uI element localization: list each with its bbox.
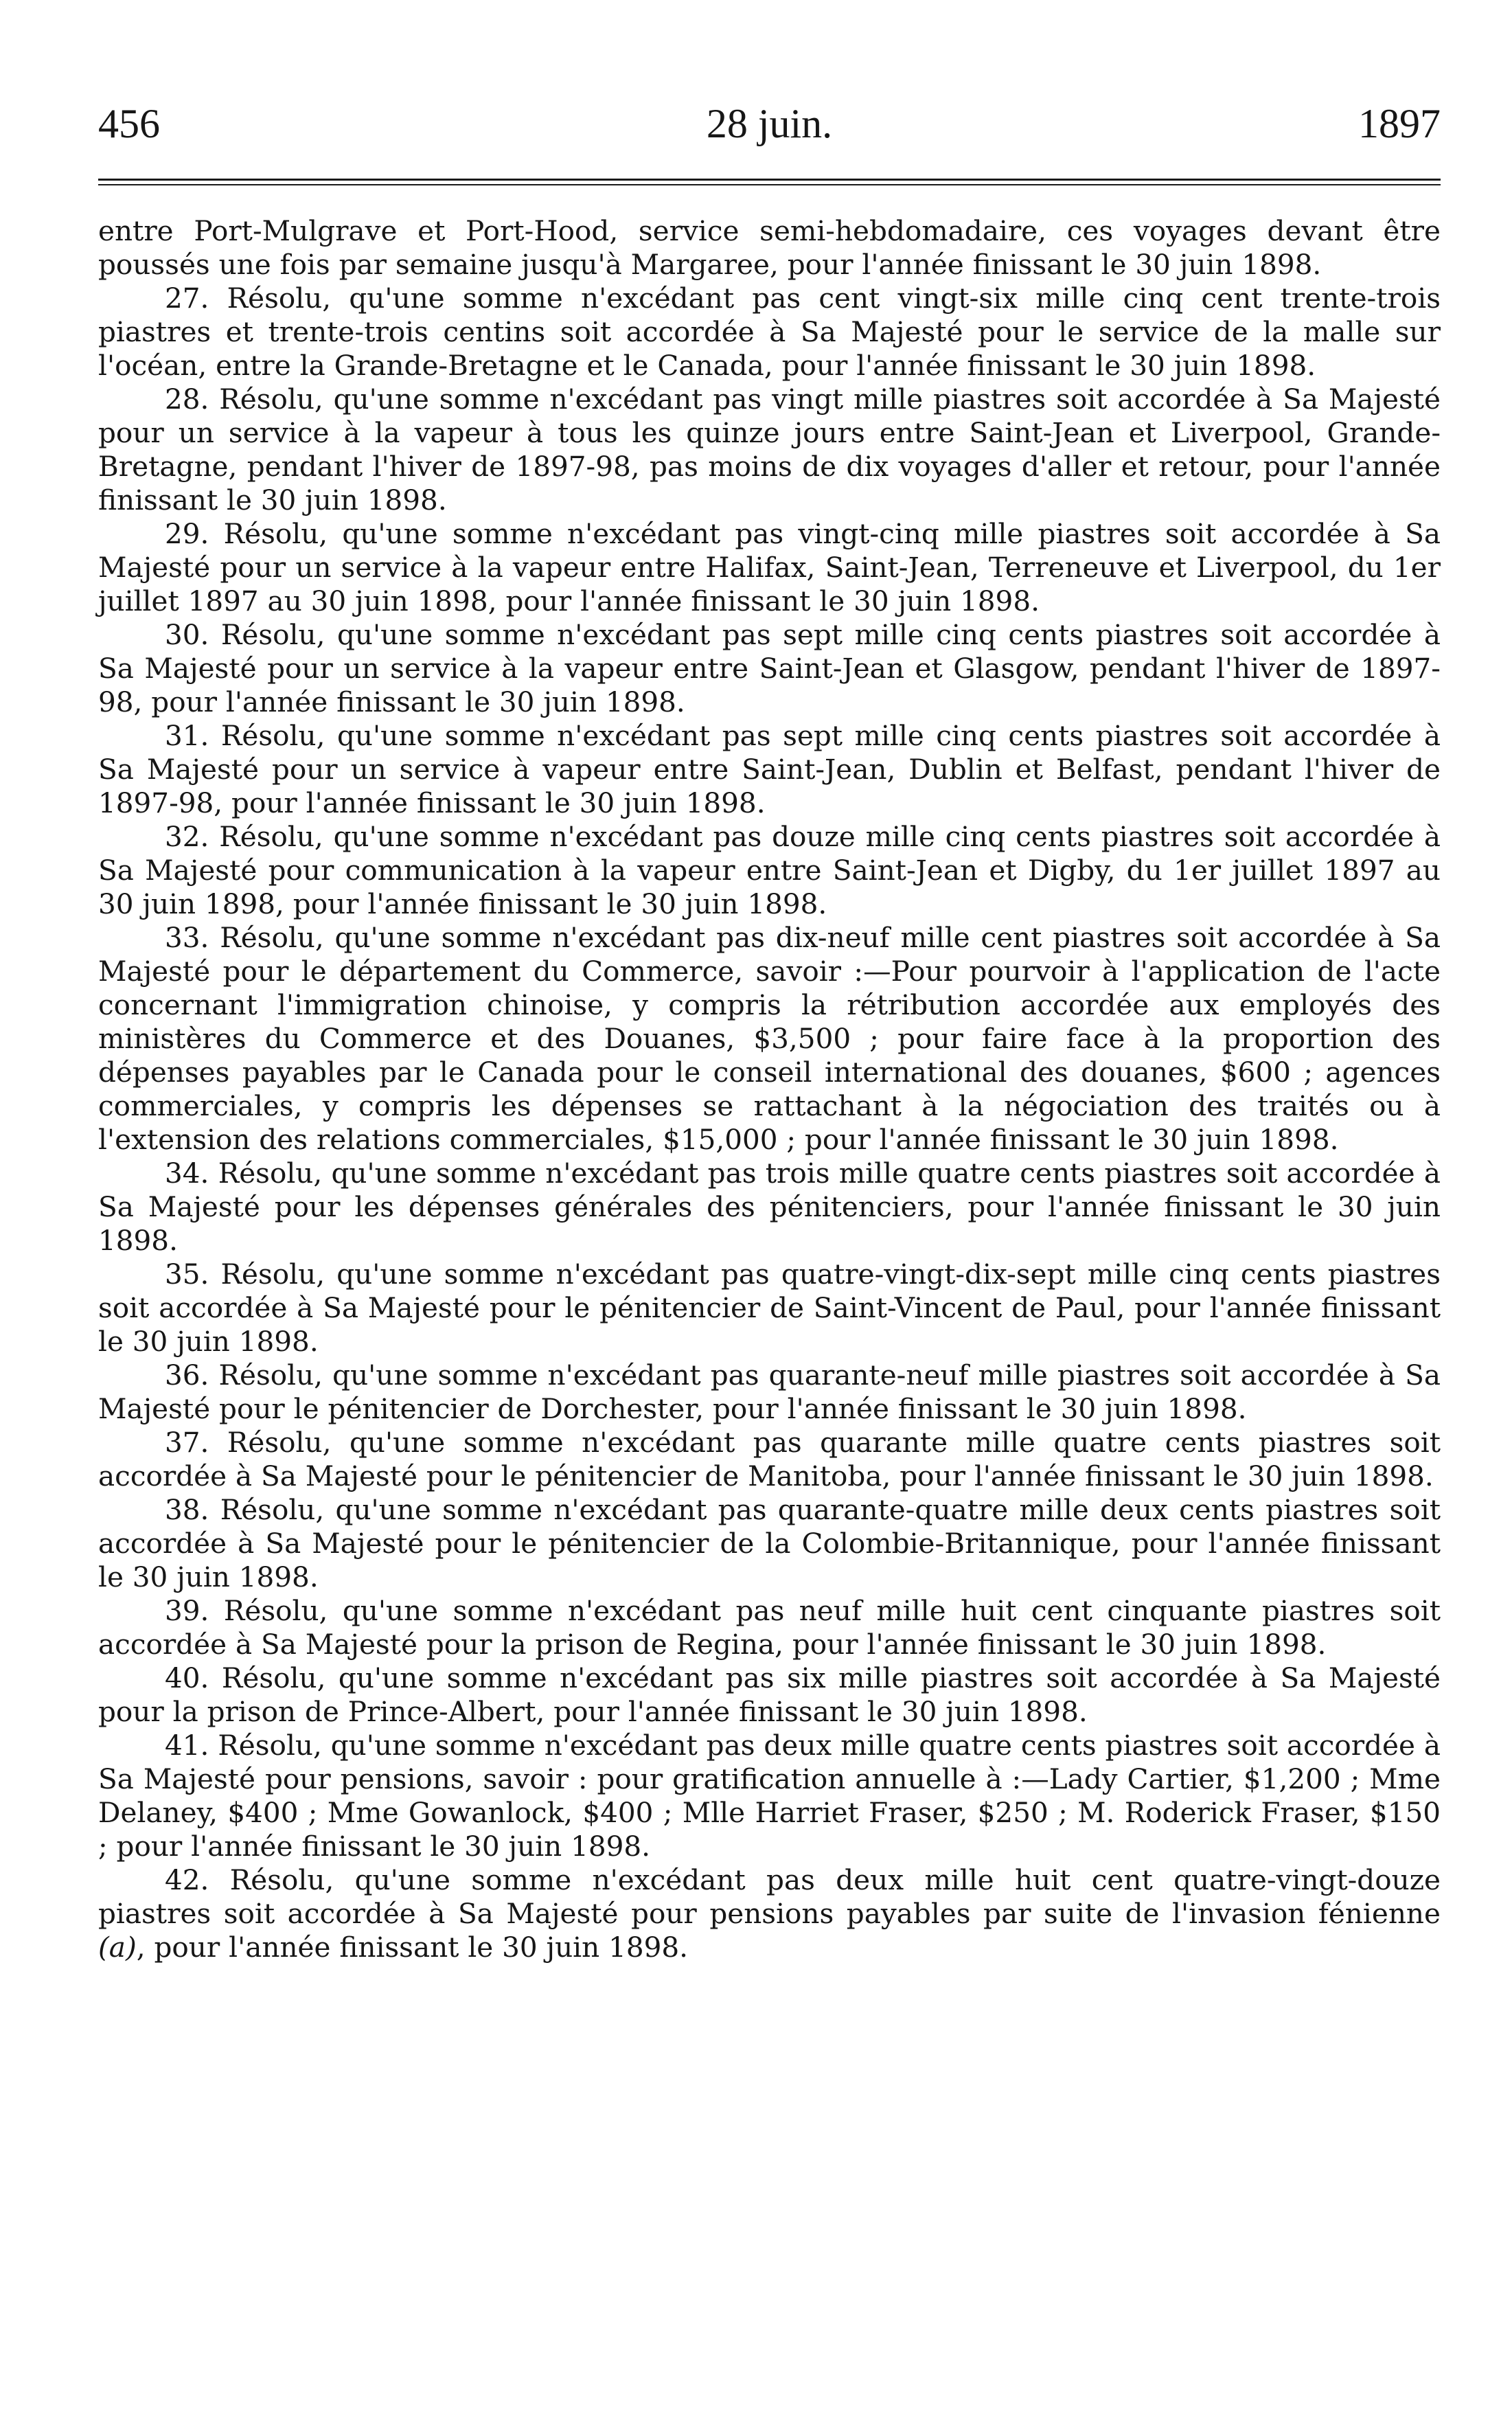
header-rule [98, 179, 1441, 181]
resolution-36 [98, 1359, 1441, 1426]
resolution-28 [98, 383, 1441, 517]
resolution-text: Résolu, qu'une somme n'excédant pas douze mille cinq cents piastres soit accordée à Sa Majesté pour communication à la vapeur entre Saint-Jean et Digby, du 1er juillet 1897 au 30 juin 1898, pour l'année finissant le 30 juin 1898. [98, 820, 1441, 920]
continued-paragraph: entre Port-Mulgrave et Port-Hood, service semi-hebdomadaire, ces voyages devant être poussés une fois par semaine jusqu'à Margaree, pour l'année finissant le 30 juin 1898. [98, 214, 1441, 281]
resolution-text: Résolu, qu'une somme n'excédant pas vingt-cinq mille piastres soit accordée à Sa Majesté pour un service à la vapeur entre Halifax, Saint-Jean, Terreneuve et Liverpool, du 1er juillet 1897 au 30 juin 1898, pour l'année finissant le 30 juin 1898. [98, 517, 1441, 617]
resolution-29 [98, 517, 1441, 618]
resolution-text: Résolu, qu'une somme n'excédant pas neuf mille huit cent cinquante piastres soit accordée à Sa Majesté pour la prison de Regina, pour l'année finissant le 30 juin 1898. [98, 1594, 1441, 1661]
resolution-number: 28. [165, 383, 209, 416]
body-text [98, 214, 1441, 1964]
resolution-32 [98, 820, 1441, 921]
resolution-text: Résolu, qu'une somme n'excédant pas quarante mille quatre cents piastres soit accordée à Sa Majesté pour le pénitencier de Manitoba, pour l'année finissant le 30 juin 1898. [98, 1426, 1441, 1492]
resolution-27 [98, 282, 1441, 383]
resolution-number: 33. [165, 921, 209, 954]
resolution-number: 40. [165, 1661, 209, 1694]
resolution-text: Résolu, qu'une somme n'excédant pas sept mille cinq cents piastres soit accordée à Sa Majesté pour un service à la vapeur entre Saint-Jean et Glasgow, pendant l'hiver de 1897-98, pour l'année finissant le 30 juin 1898. [98, 618, 1441, 718]
resolution-number: 30. [165, 618, 209, 651]
running-head [98, 96, 1441, 151]
resolution-text: Résolu, qu'une somme n'excédant pas deux mille huit cent quatre-vingt-douze piastres soit accordée à Sa Majesté pour pensions payables par suite de l'invasion fénienne [98, 1863, 1441, 1930]
resolution-text: Résolu, qu'une somme n'excédant pas deux mille quatre cents piastres soit accordée à Sa Majesté pour pensions, savoir : pour gratification annuelle à :—Lady Cartier, $1,200 ; Mme Delaney, $400 ; Mme Gowanlock, $400 ; Mlle Harriet Fraser, $250 ; M. Roderick Fraser, $150 ; pour l'année finissant le 30 juin 1898. [98, 1729, 1441, 1863]
page-number: 456 [98, 101, 160, 146]
resolution-text: Résolu, qu'une somme n'excédant pas cent vingt-six mille cinq cent trente-trois piastres et trente-trois centins soit accordée à Sa Majesté pour le service de la malle sur l'océan, entre la Grande-Bretagne et le Canada, pour l'année finissant le 30 juin 1898. [98, 282, 1441, 382]
resolution-number: 38. [165, 1493, 209, 1526]
resolution-number: 27. [165, 282, 209, 315]
resolution-41 [98, 1729, 1441, 1863]
resolution-text: Résolu, qu'une somme n'excédant pas quarante-neuf mille piastres soit accordée à Sa Majesté pour le pénitencier de Dorchester, pour l'année finissant le 30 juin 1898. [98, 1359, 1441, 1425]
resolution-text-end: , pour l'année finissant le 30 juin 1898. [136, 1931, 689, 1964]
resolution-31 [98, 719, 1441, 820]
resolution-42 [98, 1863, 1441, 1964]
resolution-number: 35. [165, 1258, 209, 1291]
resolution-number: 37. [165, 1426, 209, 1459]
document-page [98, 96, 1441, 1964]
resolution-number: 41. [165, 1729, 209, 1762]
resolution-35 [98, 1258, 1441, 1359]
resolution-37 [98, 1426, 1441, 1493]
resolution-34 [98, 1157, 1441, 1258]
resolution-text: Résolu, qu'une somme n'excédant pas vingt mille piastres soit accordée à Sa Majesté pour un service à la vapeur à tous les quinze jours entre Saint-Jean et Liverpool, Grande-Bretagne, pendant l'hiver de 1897-98, pas moins de dix voyages d'aller et retour, pour l'année finissant le 30 juin 1898. [98, 383, 1441, 516]
resolution-39 [98, 1594, 1441, 1661]
resolution-text: Résolu, qu'une somme n'excédant pas sept mille cinq cents piastres soit accordée à Sa Majesté pour un service à vapeur entre Saint-Jean, Dublin et Belfast, pendant l'hiver de 1897-98, pour l'année finissant le 30 juin 1898. [98, 719, 1441, 819]
resolution-number: 36. [165, 1359, 209, 1392]
resolution-number: 31. [165, 719, 209, 752]
running-head-date: 28 juin. [706, 101, 833, 146]
resolution-text: Résolu, qu'une somme n'excédant pas trois mille quatre cents piastres soit accordée à Sa Majesté pour les dépenses générales des pénitenciers, pour l'année finissant le 30 juin 1898. [98, 1157, 1441, 1257]
header-rule-thin [98, 184, 1441, 185]
resolution-text: Résolu, qu'une somme n'excédant pas six mille piastres soit accordée à Sa Majesté pour la prison de Prince-Albert, pour l'année finissant le 30 juin 1898. [98, 1661, 1441, 1728]
resolution-30 [98, 618, 1441, 719]
resolution-number: 39. [165, 1594, 209, 1627]
running-head-year: 1897 [1358, 101, 1441, 146]
resolution-number: 29. [165, 517, 209, 550]
resolution-number: 34. [165, 1157, 209, 1190]
resolution-text: Résolu, qu'une somme n'excédant pas quatre-vingt-dix-sept mille cinq cents piastres soit accordée à Sa Majesté pour le pénitencier de Saint-Vincent de Paul, pour l'année finissant le 30 juin 1898. [98, 1258, 1441, 1358]
resolution-text: Résolu, qu'une somme n'excédant pas dix-neuf mille cent piastres soit accordée à Sa Majesté pour le département du Commerce, savoir :—Pour pourvoir à l'application de l'acte concernant l'immigration chinoise, y compris la rétribution accordée aux employés des ministères du Commerce et des Douanes, $3,500 ; pour faire face à la proportion des dépenses payables par le Canada pour le conseil international des douanes, $600 ; agences commerciales, y compris les dépenses se rattachant à la négociation des traités ou à l'extension des relations commerciales, $15,000 ; pour l'année finissant le 30 juin 1898. [98, 921, 1441, 1156]
resolution-number: 32. [165, 820, 209, 853]
resolution-number: 42. [165, 1863, 209, 1896]
resolution-38 [98, 1493, 1441, 1594]
footnote-mark: (a) [98, 1931, 137, 1964]
resolution-text: Résolu, qu'une somme n'excédant pas quarante-quatre mille deux cents piastres soit accordée à Sa Majesté pour le pénitencier de la Colombie-Britannique, pour l'année finissant le 30 juin 1898. [98, 1493, 1441, 1593]
resolution-33 [98, 921, 1441, 1157]
resolution-40 [98, 1661, 1441, 1729]
